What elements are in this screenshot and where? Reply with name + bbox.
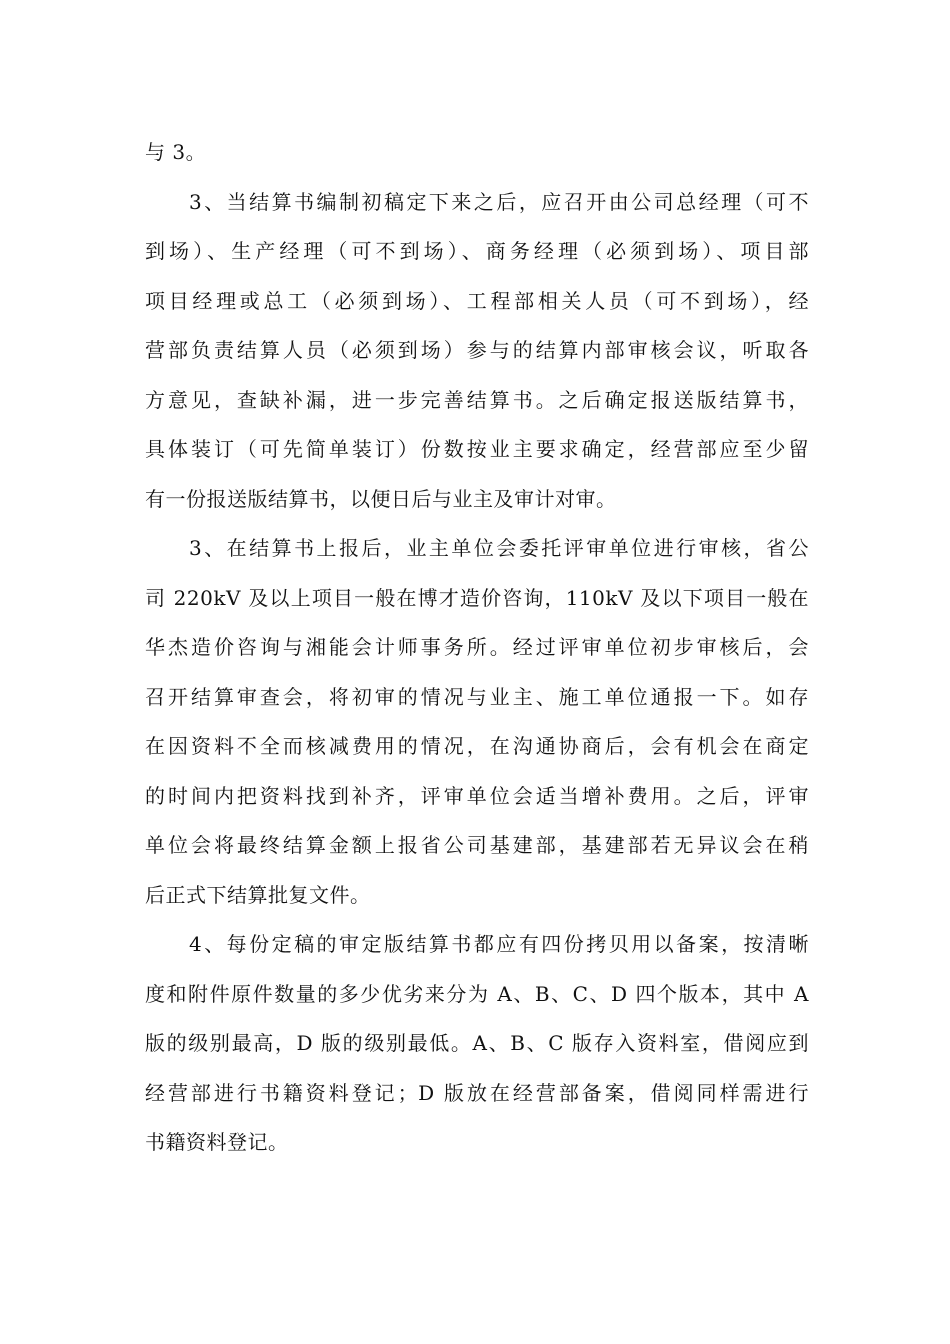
paragraph-2-line-4: 营部负责结算人员（必须到场）参与的结算内部审核会议，听取各 [145, 338, 809, 362]
document-body [145, 128, 809, 1168]
paragraph-2-line-7: 有一份报送版结算书，以便日后与业主及审计对审。 [145, 486, 617, 511]
paragraph-3-line-3: 华杰造价咨询与湘能会计师事务所。经过评审单位初步审核后，会 [145, 635, 809, 659]
paragraph-3-line-8: 后正式下结算批复文件。 [145, 882, 371, 907]
paragraph-2-line-5: 方意见，查缺补漏，进一步完善结算书。之后确定报送版结算书， [145, 387, 809, 412]
paragraph-3-line-2: 司 220kV 及以上项目一般在博才造价咨询，110kV 及以下项目一般在 [145, 585, 809, 610]
paragraph-3-line-5: 在因资料不全而核减费用的情况，在沟通协商后，会有机会在商定 [145, 734, 809, 758]
paragraph-3-line-1: 3、在结算书上报后，业主单位会委托评审单位进行审核，省公 [189, 536, 809, 560]
paragraph-1-line-1: 与 3。 [145, 140, 207, 164]
paragraph-3-line-6: 的时间内把资料找到补齐，评审单位会适当增补费用。之后，评审 [145, 783, 809, 808]
paragraph-4-line-3: 版的级别最高，D 版的级别最低。A、B、C 版存入资料室，借阅应到 [145, 1031, 809, 1055]
paragraph-4-line-1: 4、每份定稿的审定版结算书都应有四份拷贝用以备案，按清晰 [189, 932, 809, 956]
paragraph-3-line-4: 召开结算审查会，将初审的情况与业主、施工单位通报一下。如存 [145, 684, 809, 709]
paragraph-4-line-2: 度和附件原件数量的多少优劣来分为 A、B、C、D 四个版本，其中 A [145, 981, 809, 1006]
paragraph-2-line-3: 项目经理或总工（必须到场）、工程部相关人员（可不到场），经 [145, 288, 809, 313]
paragraph-3-line-7: 单位会将最终结算金额上报省公司基建部，基建部若无异议会在稍 [145, 833, 809, 857]
paragraph-2-line-2: 到场）、生产经理（可不到场）、商务经理（必须到场）、项目部 [145, 239, 809, 263]
paragraph-2-line-1: 3、当结算书编制初稿定下来之后，应召开由公司总经理（可不 [189, 189, 809, 214]
paragraph-4-line-5: 书籍资料登记。 [145, 1130, 289, 1154]
paragraph-4-line-4: 经营部进行书籍资料登记；D 版放在经营部备案，借阅同样需进行 [145, 1080, 809, 1105]
paragraph-2-line-6: 具体装订（可先简单装订）份数按业主要求确定，经营部应至少留 [145, 437, 809, 461]
